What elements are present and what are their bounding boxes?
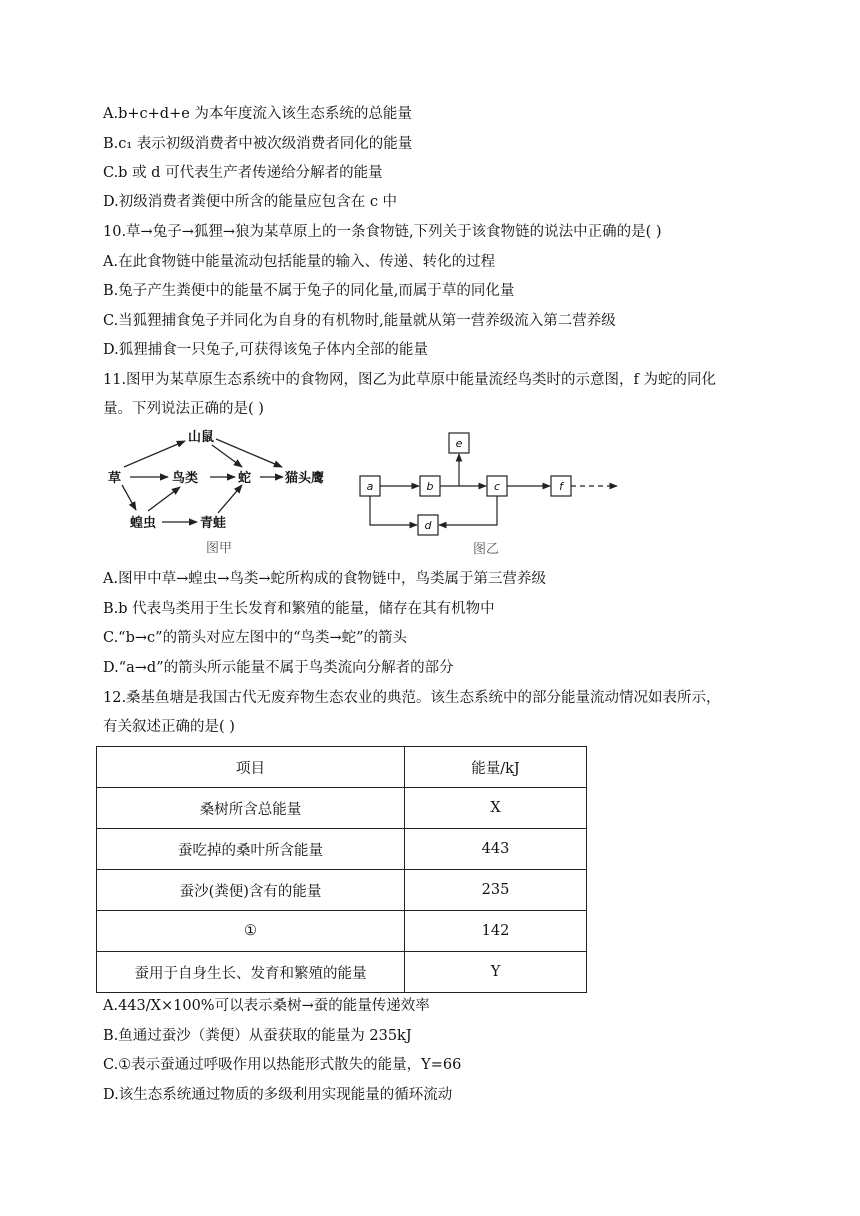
table-cell: 蚕吃掉的桑叶所含能量 (97, 829, 405, 870)
table-cell: ① (97, 911, 405, 952)
label-b: b (426, 480, 434, 493)
table-cell: 蚕用于自身生长、发育和繁殖的能量 (97, 952, 405, 993)
q12-option-d: D.该生态系统通过物质的多级利用实现能量的循环流动 (103, 1087, 453, 1103)
q11-option-a: A.图甲中草→蝗虫→鸟类→蛇所构成的食物链中，鸟类属于第三营养级 (103, 571, 547, 587)
table-header-item: 项目 (97, 747, 405, 788)
energy-flow-diagram (355, 428, 625, 560)
table-row (97, 952, 587, 993)
q10-option-c: C.当狐狸捕食兔子并同化为自身的有机物时,能量就从第一营养级流入第二营养级 (103, 313, 616, 329)
node-cao: 草 (108, 471, 122, 486)
q12-option-a: A.443/X×100%可以表示桑树→蚕的能量传递效率 (103, 998, 430, 1014)
table-row (97, 788, 587, 829)
node-niaolei: 鸟类 (172, 471, 199, 486)
arrow-qingwa-she (218, 485, 242, 513)
table-row (97, 911, 587, 952)
q11-option-d: D.“a→d”的箭头所示能量不属于鸟类流向分解者的部分 (103, 660, 454, 676)
table-cell: X (405, 788, 587, 829)
table-cell: 235 (405, 870, 587, 911)
q10-option-d: D.狐狸捕食一只兔子,可获得该兔子体内全部的能量 (103, 342, 428, 358)
q9-option-c: C.b 或 d 可代表生产者传递给分解者的能量 (103, 165, 383, 181)
caption-yi: 图乙 (473, 542, 500, 557)
label-e: e (455, 437, 463, 450)
q10-option-b: B.兔子产生粪便中的能量不属于兔子的同化量,而属于草的同化量 (103, 283, 515, 299)
table-cell: Y (405, 952, 587, 993)
table-cell: 142 (405, 911, 587, 952)
node-qingwa: 青蛙 (200, 516, 227, 531)
caption-jia: 图甲 (206, 541, 233, 556)
arrow-cao-huangchong (122, 485, 136, 510)
q12-option-b: B.鱼通过蚕沙（粪便）从蚕获取的能量为 235kJ (103, 1028, 412, 1044)
node-huangchong: 蝗虫 (130, 516, 157, 531)
q11-stem-line2: 量。下列说法正确的是( ) (103, 401, 264, 417)
arrow-huangchong-niaolei (148, 487, 180, 511)
q12-stem-line1: 12.桑基鱼塘是我国古代无废弃物生态农业的典范。该生态系统中的部分能量流动情况如表所示， (103, 690, 721, 706)
arrow-cao-shanshu (124, 441, 185, 467)
q11-option-b: B.b 代表鸟类用于生长发育和繁殖的能量，储存在其有机物中 (103, 601, 495, 617)
q9-option-d: D.初级消费者粪便中所含的能量应包含在 c 中 (103, 194, 398, 210)
label-f: f (559, 480, 563, 493)
label-a: a (366, 480, 374, 493)
table-cell: 443 (405, 829, 587, 870)
q12-stem-line2: 有关叙述正确的是( ) (103, 719, 235, 735)
label-d: d (424, 519, 432, 532)
q9-option-a: A.b+c+d+e 为本年度流入该生态系统的总能量 (103, 106, 412, 122)
table-header-row (97, 747, 587, 788)
q10-option-a: A.在此食物链中能量流动包括能量的输入、传递、转化的过程 (103, 254, 496, 270)
table-row (97, 829, 587, 870)
table-cell: 桑树所含总能量 (97, 788, 405, 829)
arrow-shanshu-maotouying (216, 439, 282, 467)
food-web-diagram (100, 425, 350, 560)
node-she: 蛇 (238, 471, 252, 486)
label-c: c (493, 480, 501, 493)
arrow-c-d (439, 496, 497, 525)
table-header-energy: 能量/kJ (405, 747, 587, 788)
energy-table (96, 746, 587, 993)
table-cell: 蚕沙(粪便)含有的能量 (97, 870, 405, 911)
q12-option-c: C.①表示蚕通过呼吸作用以热能形式散失的能量，Y=66 (103, 1057, 462, 1073)
q9-option-b: B.c₁ 表示初级消费者中被次级消费者同化的能量 (103, 136, 413, 152)
table-row (97, 870, 587, 911)
q11-option-c: C.“b→c”的箭头对应左图中的“鸟类→蛇”的箭头 (103, 630, 408, 646)
q10-stem: 10.草→兔子→狐狸→狼为某草原上的一条食物链,下列关于该食物链的说法中正确的是( ) (103, 224, 662, 240)
node-shanshu: 山鼠 (188, 430, 215, 445)
arrow-a-d (370, 496, 417, 525)
node-maotouying: 猫头鹰 (285, 471, 325, 486)
q11-stem-line1: 11.图甲为某草原生态系统中的食物网，图乙为此草原中能量流经鸟类时的示意图，f 为蛇的同化 (103, 372, 717, 388)
